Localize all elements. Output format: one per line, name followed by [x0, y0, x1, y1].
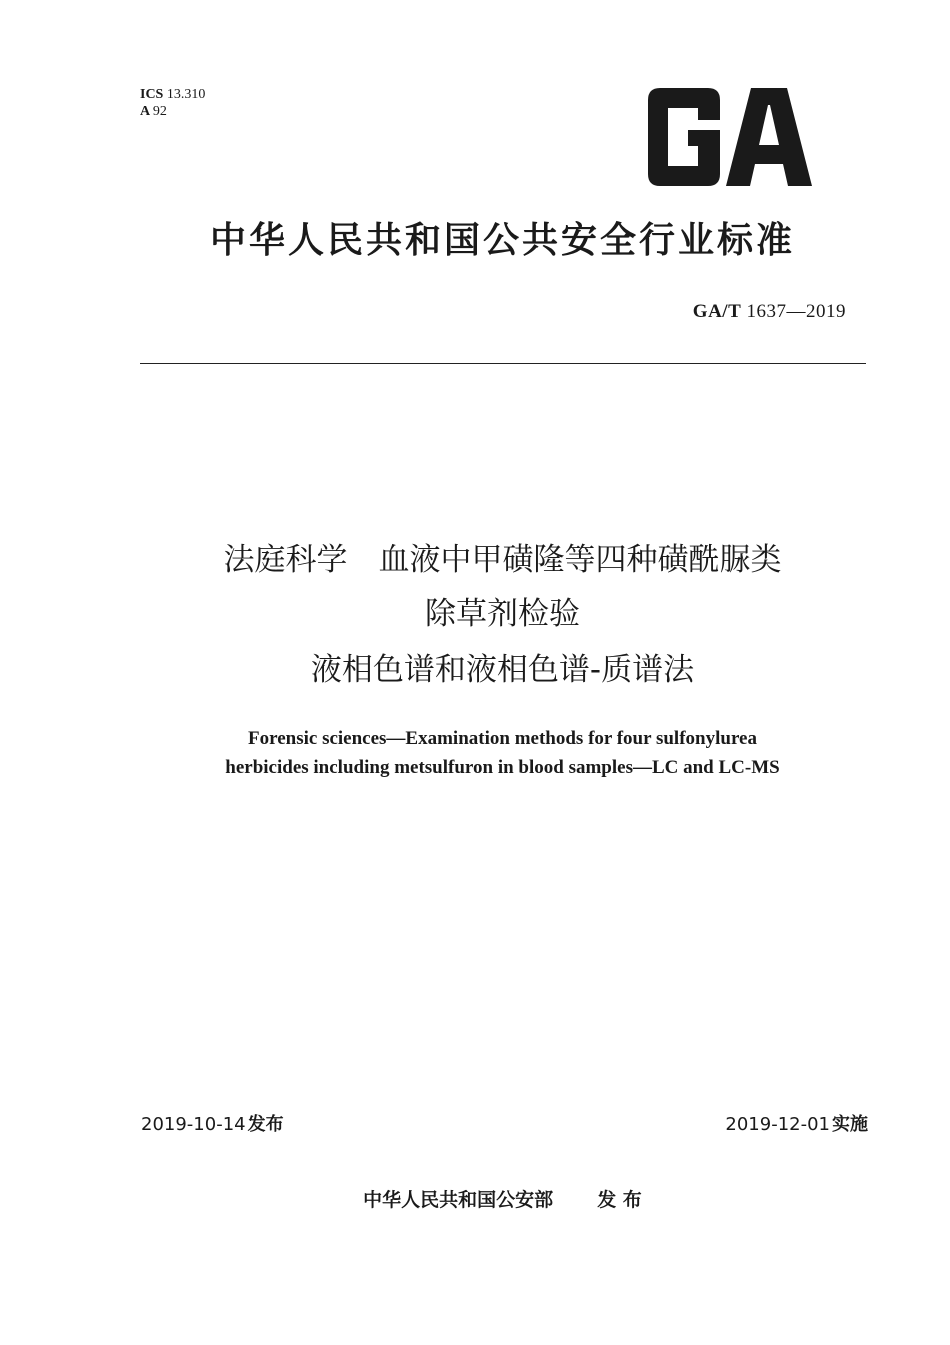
- classification-codes: [140, 86, 205, 120]
- ccs-line: [140, 103, 205, 120]
- header-divider: [140, 363, 866, 364]
- english-title-line-2: herbicides including metsulfuron in blood samples—LC and LC-MS: [225, 757, 780, 778]
- ga-logo-letter-a: [726, 88, 812, 186]
- publisher-action: 发 布: [597, 1189, 642, 1211]
- ics-code: 13.310: [166, 87, 206, 102]
- publisher: [0, 1186, 950, 1214]
- ga-logo: [640, 88, 815, 186]
- standard-number: [693, 301, 846, 323]
- standard-number-value: 1637—2019: [746, 301, 846, 322]
- english-title-line-1: Forensic sciences—Examination methods for four sulfonylurea: [248, 728, 757, 749]
- ics-label: ICS: [140, 87, 164, 102]
- chinese-title-line-3: 液相色谱和液相色谱-质谱法: [310, 652, 695, 688]
- standard-number-prefix: GA/T: [692, 301, 742, 322]
- implementation-date: [725, 1112, 868, 1138]
- standard-category-title: 中华人民共和国公共安全行业标准: [209, 220, 795, 261]
- issue-date-value: 2019-10-14: [141, 1114, 246, 1135]
- implementation-date-value: 2019-12-01: [725, 1114, 830, 1135]
- issue-date: [141, 1112, 284, 1138]
- chinese-title-line-2: 除草剂检验: [425, 596, 580, 632]
- ccs-label: A: [140, 104, 150, 119]
- chinese-title-line-1: 法庭科学 血液中甲磺隆等四种磺酰脲类: [223, 542, 782, 578]
- implementation-date-word: 实施: [832, 1114, 868, 1135]
- ga-logo-letter-g: [648, 88, 720, 186]
- publisher-name: 中华人民共和国公安部: [363, 1189, 554, 1211]
- issue-date-word: 发布: [247, 1114, 284, 1135]
- ics-line: [140, 86, 205, 103]
- ccs-code: 92: [152, 104, 167, 119]
